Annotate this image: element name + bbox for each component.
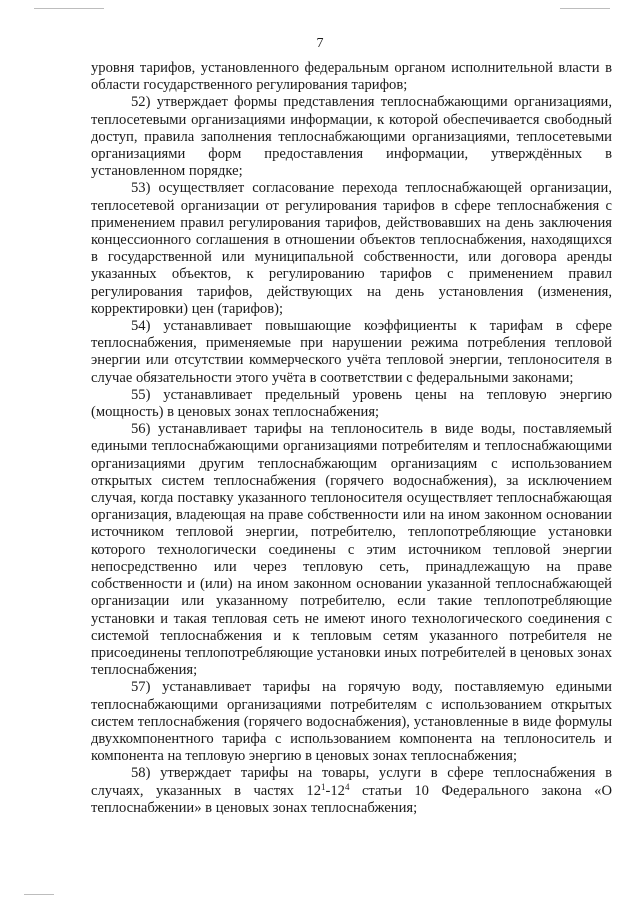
paragraph-57: 57) устанавливает тарифы на горячую воду, поставляемую едиными теплоснабжающими организациями потребителям с использованием открытых систем теплоснабжения (горячего водоснабжения), установленные в виде формулы двухкомпонентного тарифа с использованием компонента на теплоноситель и компонента на тепловую энергию в ценовых зонах теплоснабжения; [91, 679, 612, 765]
paragraph-continuation: уровня тарифов, установленного федеральным органом исполнительной власти в области государственного регулирования тарифов; [91, 60, 612, 94]
scan-mark-bottom-left [24, 894, 54, 895]
paragraph-58-dash: -12 [325, 782, 345, 799]
paragraph-58-text-end: статьи 10 Федерального закона «О теплоснабжении» в ценовых зонах теплоснабжения; [91, 782, 612, 816]
superscript-4: 4 [344, 781, 350, 792]
paragraph-52: 52) утверждает формы представления теплоснабжающими организациями, теплосетевыми организациями информации, к которой обеспечивается свободный доступ, правила заполнения теплоснабжающими организациями, теплосетевыми организациями форм предоставления информации, утверждённых в установленном порядке; [91, 94, 612, 180]
paragraph-56: 56) устанавливает тарифы на теплоноситель в виде воды, поставляемый едиными теплоснабжающими организациями потребителям и теплоснабжающими организациями другим теплоснабжающим организациям с использованием открытых систем теплоснабжения (горячего водоснабжения), за исключением случая, когда поставку указанного теплоносителя осуществляет теплоснабжающая организация, владеющая на праве собственности или на ином законном основании источником тепловой энергии, потребителю, теплопотребляющие установки которого технологически соединены с этим источником тепловой энергии непосредственно или через тепловую сеть, принадлежащую на праве собственности и (или) на ином законном основании указанной теплоснабжающей организации или указанному потребителю, если такие теплопотребляющие установки и такая тепловая сеть не имеют иного технологического соединения с системой теплоснабжения и к тепловым сетям указанного потребителя не присоединены теплопотребляющие установки иных потребителей в ценовых зонах теплоснабжения; [91, 421, 612, 679]
paragraph-58-text-start: 58) утверждает тарифы на товары, услуги в сфере теплоснабжения в случаях, указанных в частях 12 [91, 765, 612, 799]
paragraph-54: 54) устанавливает повышающие коэффициенты к тарифам в сфере теплоснабжения, применяемые при нарушении режима потребления тепловой энергии или отсутствии коммерческого учёта тепловой энергии, теплоносителя в случае обязательности этого учёта в соответствии с федеральными законами; [91, 318, 612, 386]
document-body [91, 60, 612, 817]
page-number: 7 [316, 36, 324, 51]
paragraph-58 [91, 765, 612, 817]
paragraph-55: 55) устанавливает предельный уровень цены на тепловую энергию (мощность) в ценовых зонах теплоснабжения; [91, 386, 612, 421]
scan-mark-top-left [34, 8, 104, 9]
superscript-1: 1 [321, 781, 326, 792]
paragraph-53: 53) осуществляет согласование перехода теплоснабжающей организации, теплосетевой организации от регулирования тарифов в сфере теплоснабжения с применением правил регулирования тарифов, действовавших на день заключения концессионного соглашения в отношении объектов теплоснабжения, находящихся в государственной или муниципальной собственности, или договора аренды указанных объектов, к регулированию тарифов с применением правил регулирования тарифов, действующих на день установления (изменения, корректировки) цен (тарифов); [91, 180, 612, 317]
scan-mark-top-right [560, 8, 610, 9]
